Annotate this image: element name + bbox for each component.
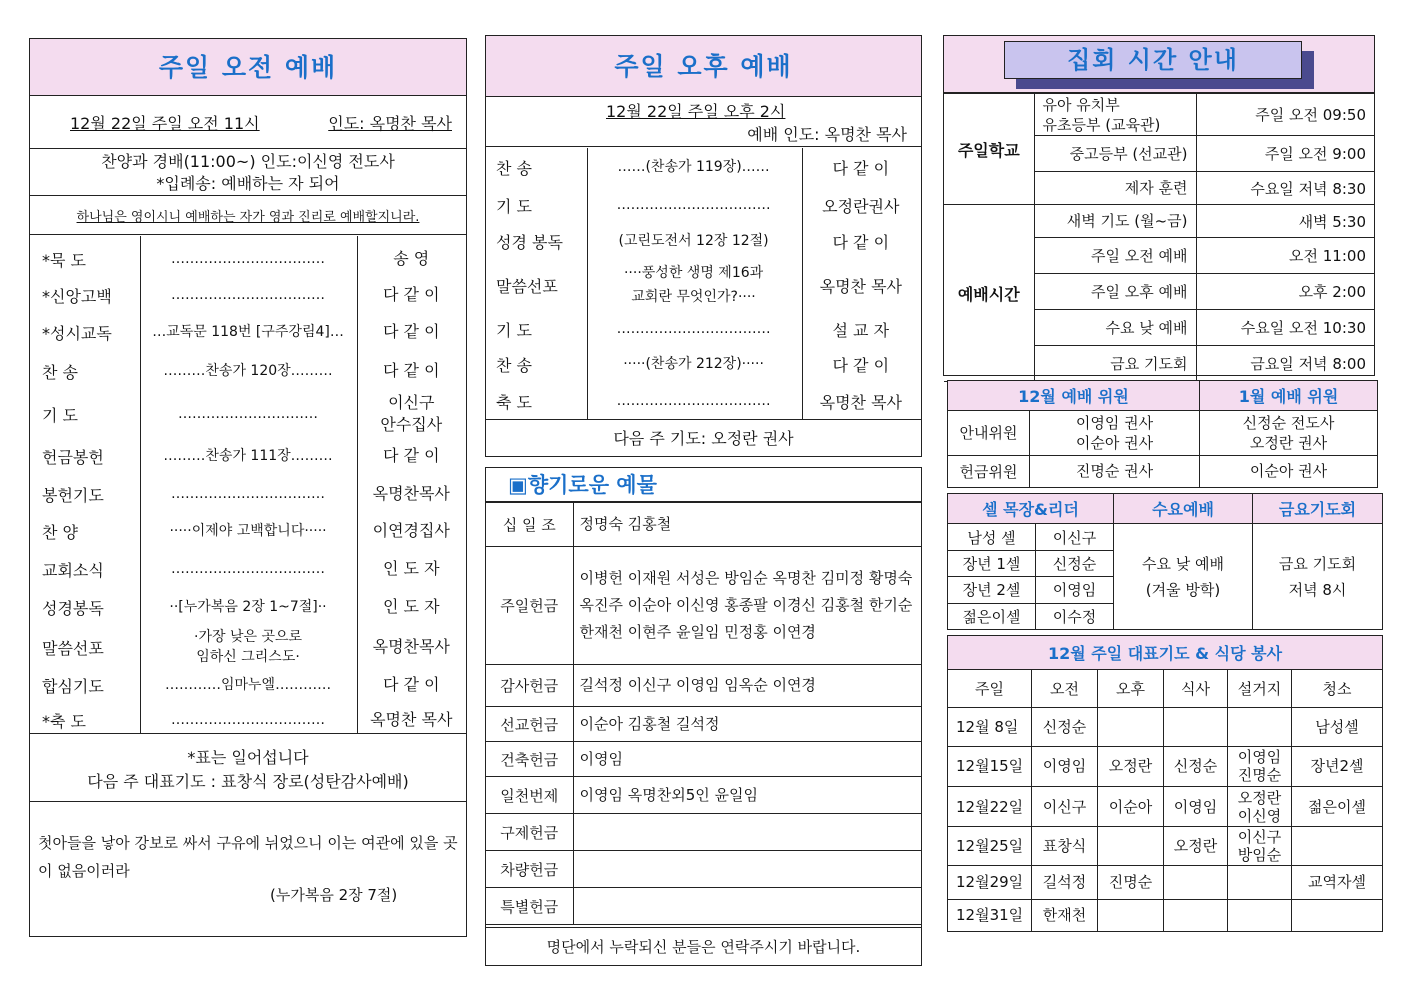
order-by: 송 영 bbox=[393, 249, 430, 268]
duty-cell bbox=[1292, 899, 1383, 931]
order-detail: ·····이제야 고백합니다····· bbox=[169, 523, 327, 539]
morning-order-row bbox=[30, 317, 466, 347]
morning-order-list bbox=[30, 236, 466, 734]
duty-cell: 이영임 bbox=[1032, 746, 1098, 786]
cell-leader: 신정순 bbox=[1036, 550, 1114, 576]
offering-title: ▣향기로운 예물 bbox=[486, 468, 921, 502]
afternoon-next-prayer: 다음 주 기도: 오정란 권사 bbox=[613, 429, 794, 448]
cell-panel bbox=[947, 493, 1383, 630]
schedule-title: 집회 시간 안내 bbox=[1004, 41, 1302, 79]
offering-row bbox=[486, 547, 921, 665]
duty-cell: 신정순 bbox=[1164, 746, 1228, 786]
order-by: 옥명찬 목사 bbox=[819, 392, 902, 412]
offering-kind: 차량헌금 bbox=[486, 851, 573, 888]
offering-row bbox=[486, 888, 921, 925]
morning-order-row bbox=[30, 479, 466, 509]
order-item: 교회소식 bbox=[42, 560, 104, 580]
offering-kind: 감사헌금 bbox=[486, 665, 573, 707]
order-detail: …………임마누엘………… bbox=[164, 677, 332, 693]
offering-kind: 십 일 조 bbox=[486, 503, 573, 547]
order-item: 헌금봉헌 bbox=[42, 447, 104, 467]
duty-cell: 이영임 bbox=[1164, 786, 1228, 826]
duty-header: 주일 bbox=[948, 670, 1032, 708]
afternoon-order-list bbox=[486, 148, 921, 420]
morning-order-row bbox=[30, 625, 466, 669]
order-by: 옥명찬 목사 bbox=[370, 710, 453, 729]
morning-order-row bbox=[30, 516, 466, 546]
offering-row bbox=[486, 742, 921, 777]
order-by: 다 같 이 bbox=[832, 232, 890, 252]
morning-order-row bbox=[30, 356, 466, 386]
duty-cell: 진명순 bbox=[1098, 865, 1164, 899]
duty-cell: 이영임 진명순 bbox=[1228, 746, 1292, 786]
offering-names: 정명숙 김홍철 bbox=[573, 503, 921, 547]
duty-cell: 교역자셀 bbox=[1292, 865, 1383, 899]
order-by: 다 같 이 bbox=[832, 355, 890, 375]
committee-row bbox=[948, 411, 1378, 455]
duty-cell: 오정란 bbox=[1098, 746, 1164, 786]
afternoon-order-row bbox=[486, 260, 921, 310]
duty-header-row bbox=[948, 670, 1383, 708]
order-item: *신앙고백 bbox=[42, 286, 112, 306]
schedule-table bbox=[944, 93, 1374, 382]
offering-row bbox=[486, 503, 921, 547]
offering-row bbox=[486, 851, 921, 888]
order-item: 기 도 bbox=[42, 405, 78, 425]
schedule-row bbox=[944, 94, 1374, 136]
order-by: 설 교 자 bbox=[832, 320, 890, 340]
schedule-time: 주일 오전 09:50 bbox=[1196, 94, 1374, 136]
order-item: 합심기도 bbox=[42, 676, 104, 696]
afternoon-order-row bbox=[486, 152, 921, 182]
duty-cell bbox=[1098, 827, 1164, 865]
morning-order-row bbox=[30, 554, 466, 584]
schedule-item: 새벽 기도 (월~금) bbox=[1034, 205, 1196, 238]
schedule-time: 금요일 저녁 8:00 bbox=[1196, 346, 1374, 382]
order-detail: …교독문 118번 [구주강림4]… bbox=[152, 324, 344, 340]
afternoon-order-row bbox=[486, 314, 921, 344]
offering-names: 길석정 이신구 이영임 임옥순 이연경 bbox=[573, 665, 921, 707]
order-detail: (고린도전서 12장 12절) bbox=[618, 233, 769, 249]
order-by: 다 같 이 bbox=[382, 446, 440, 465]
order-item: *축 도 bbox=[42, 711, 86, 731]
order-item: 말씀선포 bbox=[496, 276, 558, 296]
cell-h1: 셀 목장&리더 bbox=[948, 494, 1114, 524]
schedule-item: 수요 낮 예배 bbox=[1034, 310, 1196, 346]
offering-names: 이순아 김홍철 길석정 bbox=[573, 707, 921, 742]
order-item: 봉헌기도 bbox=[42, 485, 104, 505]
friday-prayer: 금요 기도회 저녁 8시 bbox=[1253, 524, 1383, 630]
schedule-group: 주일학교 bbox=[944, 94, 1034, 205]
duty-cell: 이신구 bbox=[1032, 786, 1098, 826]
morning-title: 주일 오전 예배 bbox=[30, 39, 466, 96]
schedule-panel bbox=[943, 35, 1375, 376]
order-detail: …………………………… bbox=[171, 712, 326, 728]
duty-row bbox=[948, 865, 1383, 899]
order-item: *묵 도 bbox=[42, 250, 86, 270]
morning-leader: 인도: 옥명찬 목사 bbox=[328, 113, 452, 133]
order-detail: …………………………… bbox=[616, 321, 771, 337]
morning-order-row bbox=[30, 592, 466, 622]
morning-service-panel bbox=[29, 38, 467, 937]
offering-names bbox=[573, 851, 921, 888]
committee-role: 헌금위원 bbox=[948, 455, 1030, 487]
offering-names bbox=[573, 888, 921, 925]
afternoon-date: 12월 22일 주일 오후 2시 bbox=[606, 102, 786, 121]
offering-kind: 구제헌금 bbox=[486, 814, 573, 851]
committee-december: 진명순 권사 bbox=[1030, 455, 1200, 487]
order-item: 축 도 bbox=[496, 392, 532, 412]
cell-leader: 이수정 bbox=[1036, 603, 1114, 629]
order-detail: ………찬송가 120장……… bbox=[163, 363, 333, 379]
offering-names: 이병헌 이재원 서성은 방임순 옥명찬 김미정 황명숙 옥진주 이순아 이신영 홍종팔 이경신 김홍철 한기순 한재천 이현주 윤일임 민정홍 이연경 bbox=[573, 547, 921, 665]
offering-names bbox=[573, 814, 921, 851]
committee-role: 안내위원 bbox=[948, 411, 1030, 455]
order-detail: …………………………… bbox=[171, 561, 326, 577]
duty-cell: 한재천 bbox=[1032, 899, 1098, 931]
offering-row bbox=[486, 665, 921, 707]
afternoon-order-row bbox=[486, 386, 921, 416]
order-by: 다 같 이 bbox=[382, 285, 440, 304]
duty-header: 설거지 bbox=[1228, 670, 1292, 708]
committee-january: 신정순 전도사 오정란 권사 bbox=[1200, 411, 1378, 455]
duty-cell: 이순아 bbox=[1098, 786, 1164, 826]
duty-cell bbox=[1228, 899, 1292, 931]
schedule-time: 새벽 5:30 bbox=[1196, 205, 1374, 238]
offering-kind: 일천번제 bbox=[486, 777, 573, 814]
schedule-row bbox=[944, 205, 1374, 238]
duty-cell: 장년2셀 bbox=[1292, 746, 1383, 786]
duty-header: 청소 bbox=[1292, 670, 1383, 708]
duty-cell: 길석정 bbox=[1032, 865, 1098, 899]
offering-kind: 특별헌금 bbox=[486, 888, 573, 925]
schedule-item: 주일 오전 예배 bbox=[1034, 238, 1196, 274]
offering-kind: 건축헌금 bbox=[486, 742, 573, 777]
cell-name: 장년 2셀 bbox=[948, 577, 1036, 603]
duty-cell: 젊은이셀 bbox=[1292, 786, 1383, 826]
duty-title: 12월 주일 대표기도 & 식당 봉사 bbox=[948, 636, 1383, 670]
duty-cell bbox=[1098, 899, 1164, 931]
order-detail: ····풍성한 생명 제16과 교회란 무엇인가?···· bbox=[623, 265, 764, 305]
afternoon-order-row bbox=[486, 349, 921, 379]
duty-cell: 12월29일 bbox=[948, 865, 1032, 899]
duty-row bbox=[948, 708, 1383, 746]
duty-cell bbox=[1228, 708, 1292, 746]
afternoon-service-panel bbox=[485, 35, 922, 457]
order-item: 찬 송 bbox=[496, 158, 532, 178]
committee-row bbox=[948, 455, 1378, 487]
schedule-item: 유아 유치부 유초등부 (교육관) bbox=[1034, 94, 1196, 136]
order-item: *성시교독 bbox=[42, 323, 112, 343]
cell-name: 남성 셀 bbox=[948, 524, 1036, 550]
schedule-time: 오후 2:00 bbox=[1196, 274, 1374, 310]
order-by: 다 같 이 bbox=[832, 158, 890, 178]
order-detail: ………찬송가 111장……… bbox=[163, 448, 333, 464]
morning-order-row bbox=[30, 244, 466, 274]
duty-cell: 오정란 bbox=[1164, 827, 1228, 865]
order-detail: …………………………… bbox=[616, 197, 771, 213]
committee-h1: 12월 예배 위원 bbox=[948, 381, 1200, 411]
order-detail: ··[누가복음 2장 1~7절]·· bbox=[169, 599, 327, 615]
wednesday-service: 수요 낮 예배 (겨울 방학) bbox=[1114, 524, 1253, 630]
order-item: 찬 양 bbox=[42, 522, 78, 542]
morning-entry-song: *입례송: 예배하는 자 되어 bbox=[156, 173, 340, 193]
duty-header: 오후 bbox=[1098, 670, 1164, 708]
order-by: 이신구 안수집사 bbox=[380, 393, 443, 434]
morning-order-row bbox=[30, 280, 466, 310]
order-item: 성경 봉독 bbox=[496, 232, 563, 252]
stand-note: *표는 일어섭니다 bbox=[187, 748, 309, 767]
order-detail: …………………………… bbox=[171, 486, 326, 502]
order-by: 인 도 자 bbox=[382, 559, 440, 578]
order-by: 인 도 자 bbox=[382, 597, 440, 616]
offering-kind: 선교헌금 bbox=[486, 707, 573, 742]
order-item: 성경봉독 bbox=[42, 598, 104, 618]
duty-cell bbox=[1164, 708, 1228, 746]
cell-header bbox=[948, 494, 1383, 524]
schedule-time: 오전 11:00 bbox=[1196, 238, 1374, 274]
duty-cell: 12월 8일 bbox=[948, 708, 1032, 746]
order-by: 오정란권사 bbox=[822, 196, 900, 216]
afternoon-title: 주일 오후 예배 bbox=[486, 36, 921, 97]
order-by: 다 같 이 bbox=[382, 361, 440, 380]
duty-cell: 오정란 이신영 bbox=[1228, 786, 1292, 826]
schedule-item: 금요 기도회 bbox=[1034, 346, 1196, 382]
schedule-item: 주일 오후 예배 bbox=[1034, 274, 1196, 310]
schedule-item: 중고등부 (선교관) bbox=[1034, 136, 1196, 172]
committee-h2: 1월 예배 위원 bbox=[1200, 381, 1378, 411]
duty-row bbox=[948, 899, 1383, 931]
cell-h3: 금요기도회 bbox=[1253, 494, 1383, 524]
order-by: 다 같 이 bbox=[382, 322, 440, 341]
schedule-group: 예배시간 bbox=[944, 205, 1034, 382]
offering-row bbox=[486, 814, 921, 851]
committee-header bbox=[948, 381, 1378, 411]
duty-panel bbox=[947, 635, 1383, 932]
duty-title-row bbox=[948, 636, 1383, 670]
cell-h2: 수요예배 bbox=[1114, 494, 1253, 524]
schedule-time: 주일 오전 9:00 bbox=[1196, 136, 1374, 172]
offering-note: 명단에서 누락되신 분들은 연락주시기 바랍니다. bbox=[486, 927, 921, 965]
order-item: 기 도 bbox=[496, 196, 532, 216]
offering-names: 이영임 bbox=[573, 742, 921, 777]
order-detail: …………………………… bbox=[171, 287, 326, 303]
duty-cell: 12월31일 bbox=[948, 899, 1032, 931]
duty-header: 오전 bbox=[1032, 670, 1098, 708]
duty-cell bbox=[1164, 899, 1228, 931]
duty-cell: 12월22일 bbox=[948, 786, 1032, 826]
offering-table bbox=[486, 502, 921, 925]
offering-kind: 주일헌금 bbox=[486, 547, 573, 665]
offering-names: 이영임 옥명찬외5인 윤일임 bbox=[573, 777, 921, 814]
afternoon-order-row bbox=[486, 190, 921, 220]
order-by: 다 같 이 bbox=[382, 675, 440, 694]
schedule-item: 제자 훈련 bbox=[1034, 172, 1196, 205]
committee-january: 이순아 권사 bbox=[1200, 455, 1378, 487]
duty-cell: 표창식 bbox=[1032, 827, 1098, 865]
afternoon-leader: 예배 인도: 옥명찬 목사 bbox=[747, 125, 907, 144]
cell-leader: 이신구 bbox=[1036, 524, 1114, 550]
schedule-time: 수요일 오전 10:30 bbox=[1196, 310, 1374, 346]
morning-next-prayer: 다음 주 대표기도 : 표창식 장로(성탄감사예배) bbox=[87, 772, 409, 791]
scripture-reference: (누가복음 2장 7절) bbox=[270, 886, 398, 904]
duty-cell bbox=[1228, 865, 1292, 899]
morning-praise: 찬양과 경배(11:00~) 인도:이신영 전도사 bbox=[101, 151, 395, 171]
schedule-time: 수요일 저녁 8:30 bbox=[1196, 172, 1374, 205]
morning-verse: 하나님은 영이시니 예배하는 자가 영과 진리로 예배할지니라. bbox=[76, 210, 420, 225]
order-by: 옥명찬 목사 bbox=[819, 276, 902, 296]
morning-date: 12월 22일 주일 오전 11시 bbox=[70, 113, 260, 133]
order-item: 말씀선포 bbox=[42, 638, 104, 658]
offering-row bbox=[486, 707, 921, 742]
duty-cell: 이신구 방임순 bbox=[1228, 827, 1292, 865]
order-item: 찬 송 bbox=[496, 355, 532, 375]
offering-panel bbox=[485, 467, 922, 966]
cell-row bbox=[948, 524, 1383, 550]
order-detail: …………………………… bbox=[616, 393, 771, 409]
morning-order-row bbox=[30, 391, 466, 437]
morning-order-row bbox=[30, 670, 466, 700]
duty-header: 식사 bbox=[1164, 670, 1228, 708]
order-by: 옥명찬목사 bbox=[372, 484, 450, 503]
order-by: 옥명찬목사 bbox=[372, 637, 450, 656]
order-detail: ………………………… bbox=[178, 406, 319, 422]
duty-row bbox=[948, 827, 1383, 865]
committee-panel bbox=[947, 380, 1378, 488]
order-by: 이연경집사 bbox=[372, 521, 450, 540]
duty-table bbox=[947, 635, 1383, 932]
morning-order-row bbox=[30, 706, 466, 734]
cell-leader: 이영임 bbox=[1036, 577, 1114, 603]
duty-cell: 남성셀 bbox=[1292, 708, 1383, 746]
order-detail: ·····(찬송가 212장)····· bbox=[623, 356, 764, 372]
order-item: 찬 송 bbox=[42, 362, 78, 382]
cell-name: 장년 1셀 bbox=[948, 550, 1036, 576]
duty-cell bbox=[1098, 708, 1164, 746]
scripture-text: 첫아들을 낳아 강보로 싸서 구유에 뉘었으니 이는 여관에 있을 곳이 없음이러라 bbox=[38, 834, 458, 880]
cell-table bbox=[947, 493, 1383, 630]
duty-cell bbox=[1292, 827, 1383, 865]
committee-table bbox=[947, 380, 1378, 488]
morning-order-row bbox=[30, 441, 466, 471]
duty-row bbox=[948, 746, 1383, 786]
committee-december: 이영임 권사 이순아 권사 bbox=[1030, 411, 1200, 455]
order-detail: ·가장 낮은 곳으로 임하신 그리스도· bbox=[194, 629, 303, 665]
duty-row bbox=[948, 786, 1383, 826]
duty-cell: 12월15일 bbox=[948, 746, 1032, 786]
offering-row bbox=[486, 777, 921, 814]
order-detail: …………………………… bbox=[171, 251, 326, 267]
duty-cell: 신정순 bbox=[1032, 708, 1098, 746]
afternoon-order-row bbox=[486, 226, 921, 256]
order-detail: ……(찬송가 119장)…… bbox=[617, 159, 770, 175]
duty-cell bbox=[1164, 865, 1228, 899]
duty-cell: 12월25일 bbox=[948, 827, 1032, 865]
order-item: 기 도 bbox=[496, 320, 532, 340]
cell-name: 젊은이셀 bbox=[948, 603, 1036, 629]
